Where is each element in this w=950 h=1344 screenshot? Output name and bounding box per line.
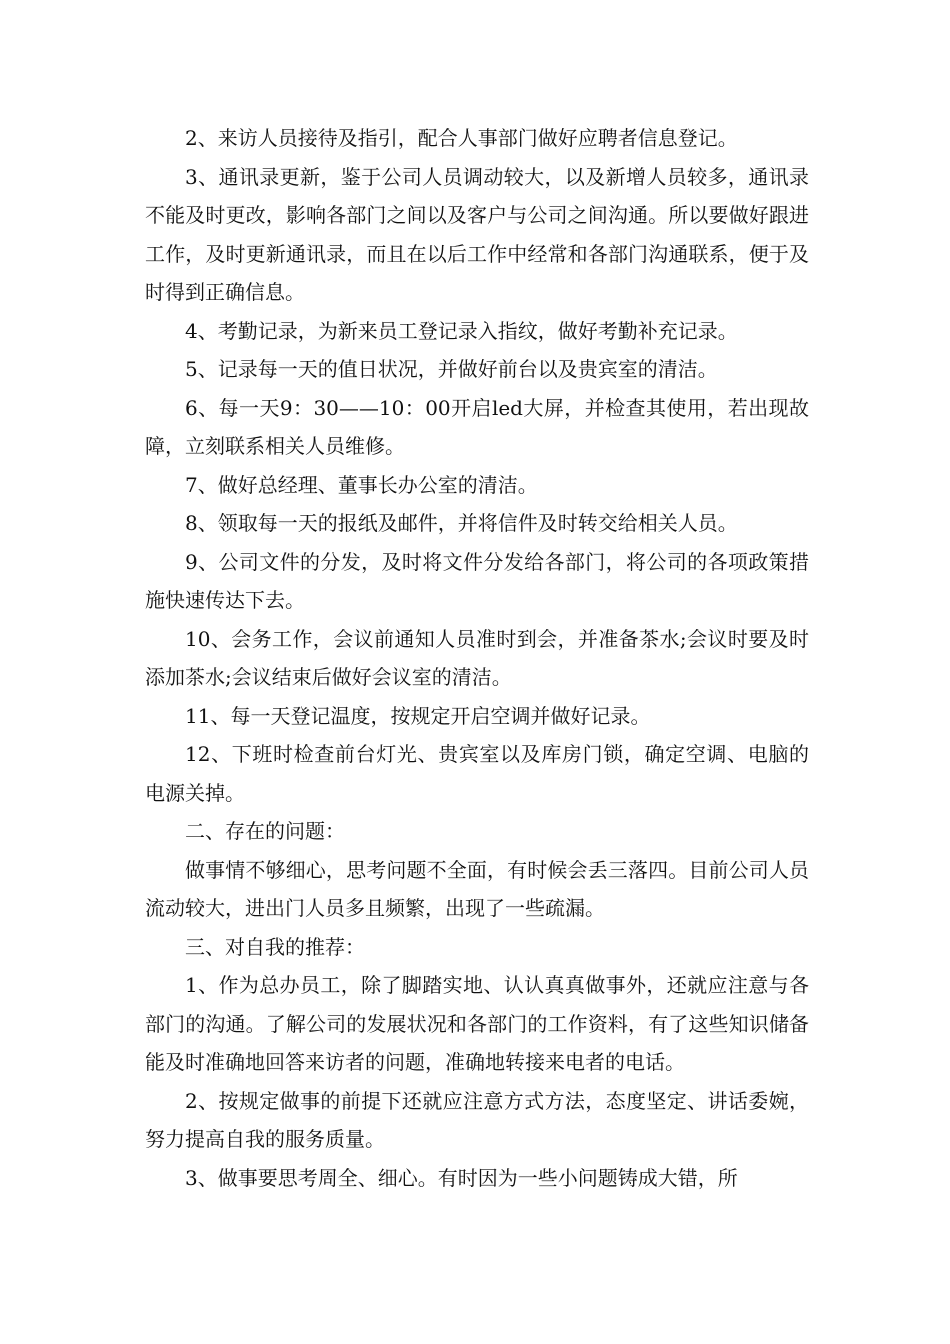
paragraph-item-4-attendance: 4、考勤记录，为新来员工登记录入指纹，做好考勤补充记录。 (185, 318, 738, 343)
paragraph-item-2-reception: 2、来访人员接待及指引，配合人事部门做好应聘者信息登记。 (185, 126, 738, 150)
paragraph-recommendation-1: 1、作为总办员工，除了脚踏实地、认认真真做事外，还就应注意与各部门的沟通。了解公司的发展状况和各部门的工作资料，有了这些知识储备能及时准确地回答来访者的问题，准确地转接来电者的电话。 (145, 973, 809, 1074)
section-heading-self-recommendation: 三、对自我的推荐： (185, 934, 365, 959)
paragraph-recommendation-2: 2、按规定做事的前提下还就应注意方式方法，态度坚定、讲话委婉，努力提高自我的服务质量。 (145, 1088, 809, 1151)
paragraph-item-5-duty-record: 5、记录每一天的值日状况，并做好前台以及贵宾室的清洁。 (185, 357, 718, 381)
paragraph-item-9-document-distribution: 9、公司文件的分发，及时将文件分发给各部门，将公司的各项政策措施快速传达下去。 (145, 549, 809, 612)
paragraph-item-8-newspapers-mail: 8、领取每一天的报纸及邮件，并将信件及时转交给相关人员。 (185, 511, 738, 535)
paragraph-problems: 做事情不够细心，思考问题不全面，有时候会丢三落四。目前公司人员流动较大，进出门人员多且频繁，出现了一些疏漏。 (145, 857, 809, 920)
paragraph-item-11-temperature: 11、每一天登记温度，按规定开启空调并做好记录。 (185, 703, 651, 728)
paragraph-item-3-directory: 3、通讯录更新，鉴于公司人员调动较大，以及新增人员较多，通讯录不能及时更改，影响各部门之间以及客户与公司之间沟通。所以要做好跟进工作，及时更新通讯录，而且在以后工作中经常和各部门沟通联系，便于及时得到正确信息。 (145, 164, 809, 304)
paragraph-item-6-led-screen: 6、每一天9：30——10：00开启led大屏，并检查其使用，若出现故障，立刻联系相关人员维修。 (145, 395, 809, 458)
paragraph-item-10-meetings: 10、会务工作，会议前通知人员准时到会，并准备茶水;会议时要及时添加茶水;会议结束后做好会议室的清洁。 (145, 626, 809, 689)
paragraph-recommendation-3: 3、做事要思考周全、细心。有时因为一些小问题铸成大错，所 (185, 1165, 738, 1190)
section-heading-problems: 二、存在的问题： (185, 819, 345, 843)
paragraph-item-12-closing-checks: 12、下班时检查前台灯光、贵宾室以及库房门锁，确定空调、电脑的电源关掉。 (145, 742, 809, 805)
paragraph-item-7-office-cleaning: 7、做好总经理、董事长办公室的清洁。 (185, 472, 538, 497)
document-body (145, 119, 809, 1197)
